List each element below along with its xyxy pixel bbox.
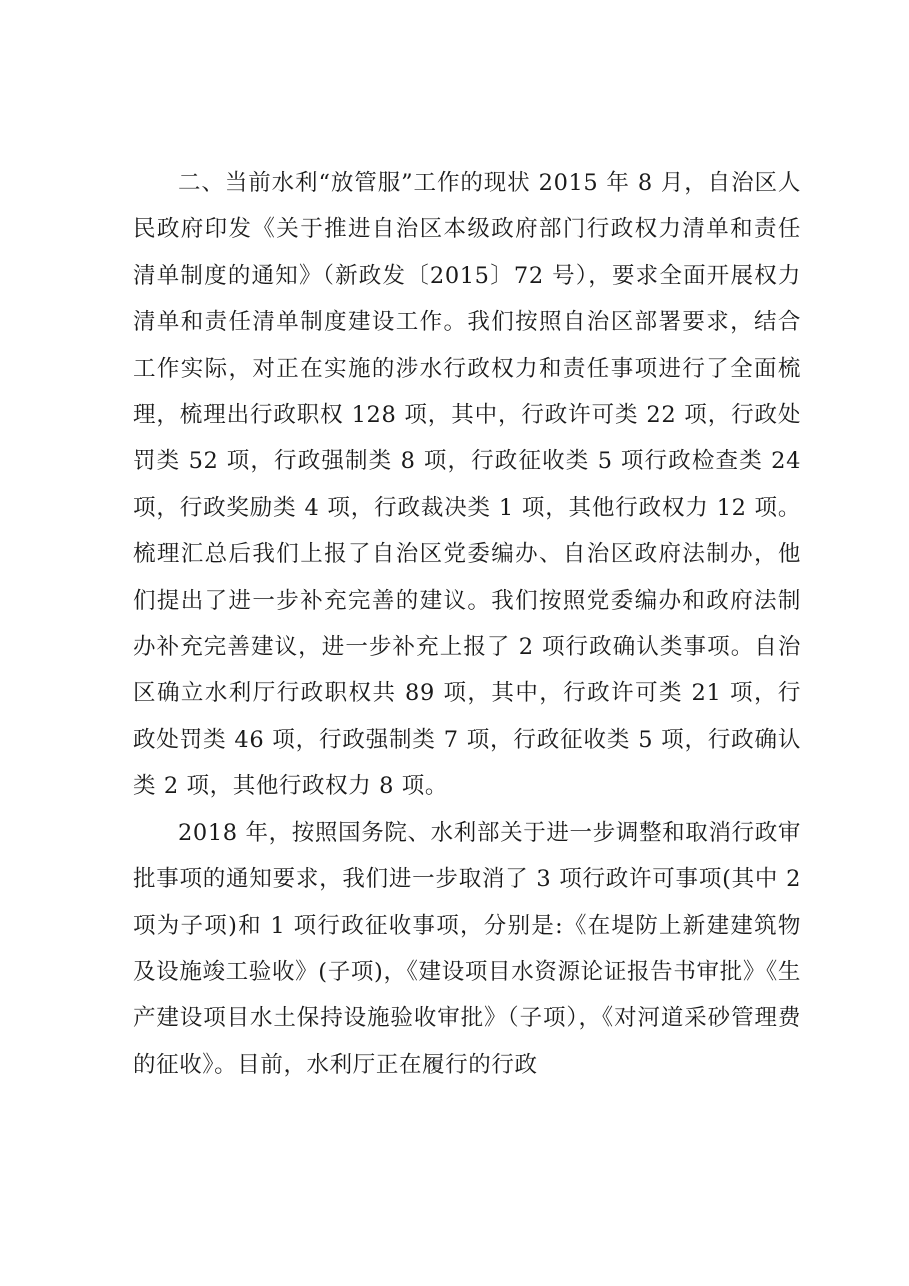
paragraph-2: 2018 年，按照国务院、水利部关于进一步调整和取消行政审批事项的通知要求，我们进一步取消了 3 项行政许可事项(其中 2 项为子项)和 1 项行政征收事项，分别是:《在堤防上新建建筑物及设施竣工验收》(子项)，《建设项目水资源论证报告书审批》《生产建设项目水土保持设施验收审批》（子项），《对河道采砂管理费的征收》。目前，水利厅正在履行的行政 <box>133 819 801 1078</box>
paragraph-1: 二、当前水利“放管服”工作的现状 2015 年 8 月，自治区人民政府印发《关于推进自治区本级政府部门行政权力清单和责任清单制度的通知》（新政发〔2015〕72 号），要求全面开展权力清单和责任清单制度建设工作。我们按照自治区部署要求，结合工作实际，对正在实施的涉水行政权力和责任事项进行了全面梳理，梳理出行政职权 128 项，其中，行政许可类 22 项，行政处罚类 52 项，行政强制类 8 项，行政征收类 5 项行政检查类 24 项，行政奖励类 4 项，行政裁决类 1 项，其他行政权力 12 项。梳理汇总后我们上报了自治区党委编办、自治区政府法制办，他们提出了进一步补充完善的建议。我们按照党委编办和政府法制办补充完善建议，进一步补充上报了 2 项行政确认类事项。自治区确立水利厅行政职权共 89 项，其中，行政许可类 21 项，行政处罚类 46 项，行政强制类 7 项，行政征收类 5 项，行政确认类 2 项，其他行政权力 8 项。 <box>133 170 801 800</box>
document-body <box>133 160 801 1088</box>
